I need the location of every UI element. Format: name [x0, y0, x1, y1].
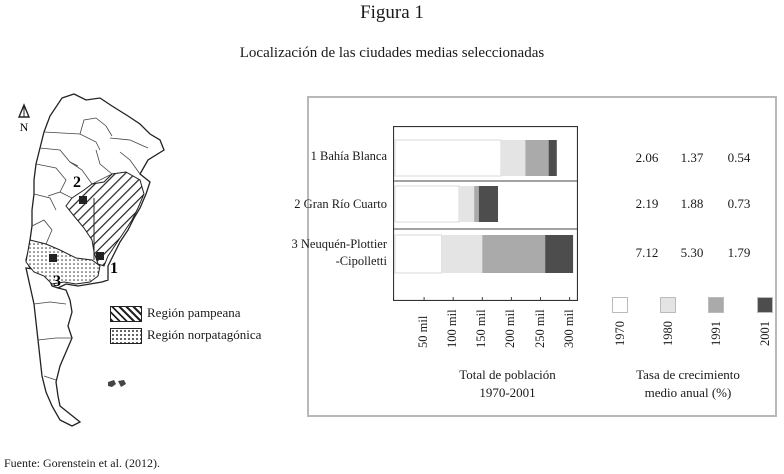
- bar-2-1970: [395, 186, 459, 222]
- rates-title: [618, 366, 758, 402]
- north-arrow-icon: [19, 105, 29, 117]
- category-label-3: [292, 236, 387, 270]
- stacked-bar-chart: [393, 126, 578, 301]
- legend-label-norpatagonica: Región norpatagónica: [147, 327, 262, 342]
- legend-swatch-pampeana: [110, 306, 142, 322]
- category-label-line: 3 Neuquén-Plottier: [291, 237, 387, 251]
- rates-title-line-2: medio anual (%): [644, 385, 732, 400]
- legend-label-pampeana: Región pampeana: [147, 305, 241, 320]
- argentina-map: [0, 90, 300, 450]
- source-note: Fuente: Gorenstein et al. (2012).: [4, 456, 160, 470]
- city-marker-2: [79, 196, 87, 204]
- year-label-2001: 2001: [758, 321, 772, 346]
- x-axis-title: [430, 366, 585, 402]
- bar-2-1980: [459, 186, 474, 222]
- year-swatch-1980: [660, 297, 676, 313]
- growth-rate-cell: 0.54: [727, 150, 751, 165]
- legend-swatch-norpatagonica: [110, 328, 142, 344]
- year-label-1991: 1991: [709, 321, 723, 346]
- category-label-line: 1 Bahía Blanca: [310, 149, 387, 163]
- city-marker-3: [49, 254, 57, 262]
- year-label-1980: 1980: [661, 321, 675, 346]
- city-number-3: 3: [53, 273, 61, 290]
- x-tick-label-5: 250 mil: [532, 309, 547, 348]
- growth-rate-cell: 5.30: [680, 245, 704, 260]
- x-axis-title-line-2: 1970-2001: [479, 385, 536, 400]
- x-tick-label-2: 100 mil: [445, 309, 460, 348]
- category-label-line: 2 Gran Río Cuarto: [294, 197, 387, 211]
- category-label-line: -Cipolletti: [335, 254, 387, 268]
- bar-3-1970: [395, 235, 442, 273]
- bar-1-2001: [549, 140, 557, 176]
- growth-rate-cell: 2.19: [635, 196, 659, 211]
- bar-1-1980: [501, 140, 525, 176]
- growth-rate-cell: 0.73: [727, 196, 751, 211]
- bar-3-1980: [442, 235, 483, 273]
- bar-2-2001: [479, 186, 498, 222]
- year-swatch-1991: [708, 297, 724, 313]
- year-swatch-2001: [757, 297, 773, 313]
- bar-1-1991: [525, 140, 548, 176]
- north-label: N: [19, 120, 29, 134]
- rates-title-line-1: Tasa de crecimiento: [636, 367, 740, 382]
- figure-number: Figura 1: [360, 2, 424, 23]
- x-tick-label-3: 150 mil: [474, 309, 489, 348]
- bar-3-1991: [482, 235, 545, 273]
- year-swatch-1970: [612, 297, 628, 313]
- x-tick-label-6: 300 mil: [561, 309, 576, 348]
- growth-rate-cell: 1.79: [727, 245, 751, 260]
- bar-2-1991: [474, 186, 479, 222]
- argentina-map-drawing: [0, 90, 300, 450]
- figure-subtitle: Localización de las ciudades medias seleccionadas: [239, 45, 545, 61]
- bar-3-2001: [545, 235, 573, 273]
- growth-rate-cell: 1.37: [680, 150, 704, 165]
- year-label-1970: 1970: [613, 321, 627, 346]
- patagonia-outline: [26, 268, 80, 426]
- x-axis-title-line-1: Total de población: [459, 367, 556, 382]
- category-label-1: [311, 148, 387, 165]
- category-label-2: [294, 196, 387, 213]
- bar-1-1970: [395, 140, 501, 176]
- city-number-1: 1: [110, 260, 118, 277]
- malvinas-islands: [108, 380, 126, 387]
- city-marker-1: [96, 252, 104, 260]
- x-tick-label-1: 50 mil: [416, 315, 431, 348]
- growth-rate-cell: 7.12: [635, 245, 659, 260]
- growth-rate-cell: 1.88: [680, 196, 704, 211]
- city-number-2: 2: [73, 174, 81, 191]
- x-tick-label-4: 200 mil: [503, 309, 518, 348]
- growth-rate-cell: 2.06: [635, 150, 659, 165]
